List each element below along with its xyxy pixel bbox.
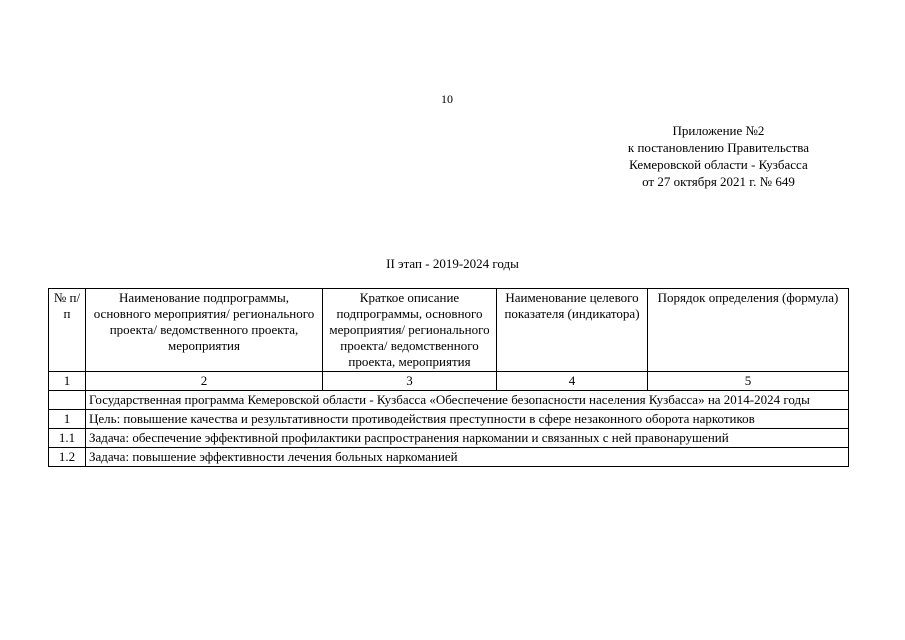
stage-title: II этап - 2019-2024 годы	[386, 256, 519, 271]
header-formula: Порядок определения (формула)	[648, 289, 849, 372]
header-name: Наименование подпрограммы, основного мероприятия/ регионального проекта/ ведомственного проекта, мероприятия	[86, 289, 323, 372]
task-cell: Задача: повышение эффективности лечения больных наркоманией	[86, 448, 849, 467]
page-number: 10	[441, 92, 453, 106]
row-number: 1	[49, 410, 86, 429]
row-number: 1.2	[49, 448, 86, 467]
appendix-title: Приложение №2	[672, 123, 765, 138]
table-row	[49, 448, 849, 467]
column-number: 2	[86, 372, 323, 391]
row-number	[49, 391, 86, 410]
header-row	[49, 289, 849, 372]
column-number: 1	[49, 372, 86, 391]
row-number: 1.1	[49, 429, 86, 448]
program-table	[48, 288, 849, 467]
program-title-cell: Государственная программа Кемеровской области - Кузбасса «Обеспечение безопасности населения Кузбасса» на 2014-2024 годы	[86, 391, 849, 410]
column-number: 3	[323, 372, 497, 391]
appendix-date: от 27 октября 2021 г. № 649	[642, 174, 795, 189]
appendix-region: Кемеровской области - Кузбасса	[629, 157, 808, 172]
header-description: Краткое описание подпрограммы, основного мероприятия/ регионального проекта/ ведомственного проекта, мероприятия	[323, 289, 497, 372]
task-cell: Задача: обеспечение эффективной профилактики распространения наркомании и связанных с ней правонарушений	[86, 429, 849, 448]
appendix-decree: к постановлению Правительства	[627, 140, 809, 155]
table-row	[49, 410, 849, 429]
header-indicator: Наименование целевого показателя (индикатора)	[497, 289, 648, 372]
appendix-block	[628, 122, 809, 190]
column-number: 4	[497, 372, 648, 391]
table-row	[49, 391, 849, 410]
goal-cell: Цель: повышение качества и результативности противодействия преступности в сфере незаконного оборота наркотиков	[86, 410, 849, 429]
column-number-row	[49, 372, 849, 391]
column-number: 5	[648, 372, 849, 391]
header-number: № п/п	[49, 289, 86, 372]
table-row	[49, 429, 849, 448]
